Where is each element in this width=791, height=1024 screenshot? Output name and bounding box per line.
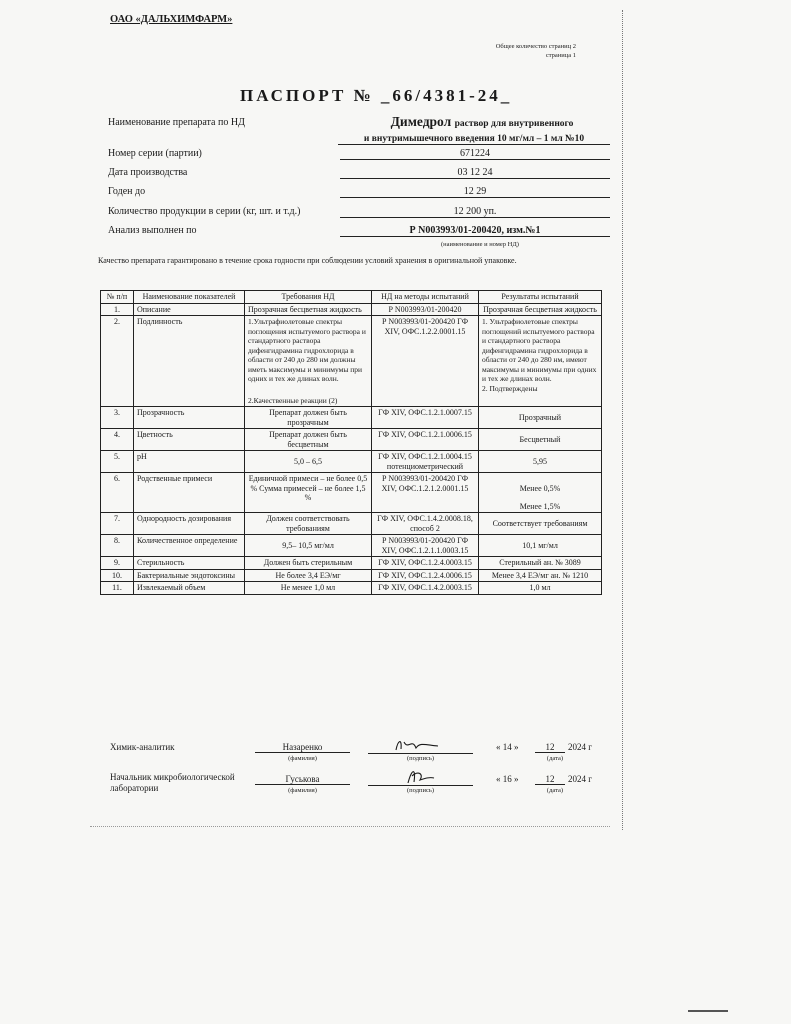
pages-total: Общее количество страниц 2: [495, 43, 576, 50]
table-row: [101, 429, 602, 451]
row-name: pH: [134, 451, 245, 473]
quantity-value: 12 200 уп.: [340, 206, 610, 218]
row-nd: ГФ XIV, ОФС.1.4.2.0003.15: [372, 582, 479, 595]
series-label: Номер серии (партии): [108, 148, 202, 159]
header-name: Наименование показателей: [134, 291, 245, 304]
chemist-label: Химик-аналитик: [110, 742, 175, 752]
row-nd: ГФ XIV, ОФС.1.2.4.0003.15: [372, 557, 479, 570]
row-num: 4.: [101, 429, 134, 451]
row-req: Препарат должен быть прозрачным: [245, 407, 372, 429]
row-res: Бесцветный: [479, 429, 602, 451]
head-surname-caption: (фамилия): [288, 787, 317, 794]
product-form-line2: и внутримышечного введения 10 мг/мл – 1 мл №10: [338, 134, 610, 145]
passport-title: ПАСПОРТ № _66/4381-24_: [240, 86, 513, 105]
row-num: 1.: [101, 303, 134, 316]
table-row: [101, 473, 602, 513]
row-res: 1,0 мл: [479, 582, 602, 595]
row-res: 10,1 мг/мл: [479, 535, 602, 557]
row-req-part2: 2.Качественные реакции (2): [248, 395, 338, 405]
row-nd: Р N003993/01-200420 ГФ XIV, ОФС.1.2.1.1.0003.15: [372, 535, 479, 557]
row-req: Должен соответствовать требованиям: [245, 513, 372, 535]
expiry-value: 12 29: [340, 186, 610, 198]
header-num: № п/п: [101, 291, 134, 304]
row-req: 5,0 – 6,5: [245, 451, 372, 473]
row-name: Цветность: [134, 429, 245, 451]
row-res-part2: Менее 1,5%: [519, 501, 561, 511]
row-res-part1: Менее 0,5%: [519, 484, 561, 493]
scan-edge-line: [622, 10, 625, 830]
row-req: Не менее 1,0 мл: [245, 582, 372, 595]
row-nd: ГФ XIV, ОФС.1.4.2.0008.18, способ 2: [372, 513, 479, 535]
head-date-day: « 16 »: [496, 774, 519, 784]
head-date-caption: (дата): [546, 787, 564, 794]
row-res: Прозрачная бесцветная жидкость: [479, 303, 602, 316]
quality-statement: Качество препарата гарантировано в течение срока годности при соблюдении условий хранения в оригинальной упаковке.: [98, 256, 517, 265]
header-req: Требования НД: [245, 291, 372, 304]
chemist-signature-caption: (подпись): [407, 755, 434, 762]
page-current: страница 1: [545, 52, 576, 59]
row-num: 9.: [101, 557, 134, 570]
company-name: ОАО «ДАЛЬХИМФАРМ»: [110, 14, 233, 25]
row-name: Родственные примеси: [134, 473, 245, 513]
scan-noise-line: [90, 826, 610, 827]
row-nd: ГФ XIV, ОФС.1.2.1.0007.15: [372, 407, 479, 429]
head-signature-caption: (подпись): [407, 787, 434, 794]
row-num: 10.: [101, 569, 134, 582]
head-signature: [368, 766, 473, 786]
product-form: раствор для внутривенного: [454, 119, 574, 129]
head-date-month: 12: [535, 774, 565, 785]
chemist-date-year: 2024 г: [568, 742, 592, 752]
analysis-value: Р N003993/01-200420, изм.№1: [340, 225, 610, 237]
row-nd: ГФ XIV, ОФС.1.2.1.0004.15 потенциометрический: [372, 451, 479, 473]
table-row: [101, 303, 602, 316]
table-header-row: [101, 291, 602, 304]
header-nd: НД на методы испытаний: [372, 291, 479, 304]
analysis-caption: (наименование и номер НД): [441, 241, 519, 248]
row-res: Стерильный ан. № 3089: [479, 557, 602, 570]
header-res: Результаты испытаний: [479, 291, 602, 304]
table-row: [101, 513, 602, 535]
row-req: Не более 3,4 ЕЭ/мг: [245, 569, 372, 582]
chemist-date-day: « 14 »: [496, 742, 519, 752]
row-res: 5,95: [479, 451, 602, 473]
prod-date-value: 03 12 24: [340, 167, 610, 179]
chemist-date-caption: (дата): [546, 755, 564, 762]
row-name: Однородность дозирования: [134, 513, 245, 535]
head-label: Начальник микробиологической лаборатории: [110, 772, 235, 793]
row-res: [479, 316, 602, 407]
row-num: 2.: [101, 316, 134, 407]
table-row: [101, 582, 602, 595]
name-label: Наименование препарата по НД: [108, 117, 245, 128]
product-name: [352, 114, 612, 130]
table-row: [101, 569, 602, 582]
head-date-year: 2024 г: [568, 774, 592, 784]
table-row: [101, 407, 602, 429]
row-num: 11.: [101, 582, 134, 595]
row-num: 5.: [101, 451, 134, 473]
results-table: [100, 290, 602, 595]
product-name-main: Димедрол: [390, 114, 452, 129]
quantity-label: Количество продукции в серии (кг, шт. и т.д.): [108, 206, 301, 217]
table-row: [101, 451, 602, 473]
row-res: [479, 473, 602, 513]
row-nd: Р N003993/01-200420 ГФ XIV, ОФС.1.2.1.2.0001.15: [372, 473, 479, 513]
row-req-part1: 1.Ультрафиолетовые спектры поглощения испытуемого раствора и стандартного раствора дифенгидрамина гидрохлорида в области от 240 до 280 нм должны иметь максимумы и минимумы при одних и тех же длинах волн.: [248, 317, 366, 383]
chemist-surname-caption: (фамилия): [288, 755, 317, 762]
row-name: Прозрачность: [134, 407, 245, 429]
expiry-label: Годен до: [108, 186, 146, 197]
row-name: Бактериальные эндотоксины: [134, 569, 245, 582]
row-req: Должен быть стерильным: [245, 557, 372, 570]
chemist-date-month: 12: [535, 742, 565, 753]
row-req: 9,5– 10,5 мг/мл: [245, 535, 372, 557]
row-name: Количественное определение: [134, 535, 245, 557]
table-row: [101, 316, 602, 407]
page-count: [486, 42, 576, 60]
row-nd: Р N003993/01-200420: [372, 303, 479, 316]
row-res: Соответствует требованиям: [479, 513, 602, 535]
scan-speck: [688, 1010, 728, 1012]
signature-scribble-icon: [368, 766, 473, 785]
signature-scribble-icon: [368, 736, 473, 753]
row-num: 6.: [101, 473, 134, 513]
row-res: Прозрачный: [479, 407, 602, 429]
row-name: Стерильность: [134, 557, 245, 570]
chemist-name: Назаренко: [255, 742, 350, 753]
row-res-part1: 1. Ультрафиолетовые спектры поглощений испытуемого раствора и стандартного раствора дифенгидрамина гидрохлорида в области от 240 до 280 нм, имеют максимумы и минимумы при одних и тех же длинах волн.: [482, 317, 597, 383]
row-num: 7.: [101, 513, 134, 535]
row-nd: ГФ XIV, ОФС.1.2.1.0006.15: [372, 429, 479, 451]
row-num: 3.: [101, 407, 134, 429]
table-row: [101, 557, 602, 570]
row-req: Единичной примеси – не более 0,5 % Сумма примесей – не более 1,5 %: [245, 473, 372, 513]
row-num: 8.: [101, 535, 134, 557]
row-name: Описание: [134, 303, 245, 316]
chemist-signature: [368, 736, 473, 754]
row-req: Препарат должен быть бесцветным: [245, 429, 372, 451]
row-req: [245, 316, 372, 407]
table-row: [101, 535, 602, 557]
row-res-part2: 2. Подтверждены: [482, 383, 538, 393]
row-name: Извлекаемый объем: [134, 582, 245, 595]
analysis-label: Анализ выполнен по: [108, 225, 197, 236]
head-name: Гуськова: [255, 774, 350, 785]
prod-date-label: Дата производства: [108, 167, 188, 178]
row-nd: Р N003993/01-200420 ГФ XIV, ОФС.1.2.2.0001.15: [372, 316, 479, 407]
row-name: Подлинность: [134, 316, 245, 407]
row-res: Менее 3,4 ЕЭ/мг ан. № 1210: [479, 569, 602, 582]
row-nd: ГФ XIV, ОФС.1.2.4.0006.15: [372, 569, 479, 582]
series-value: 671224: [340, 148, 610, 160]
row-req: Прозрачная бесцветная жидкость: [245, 303, 372, 316]
